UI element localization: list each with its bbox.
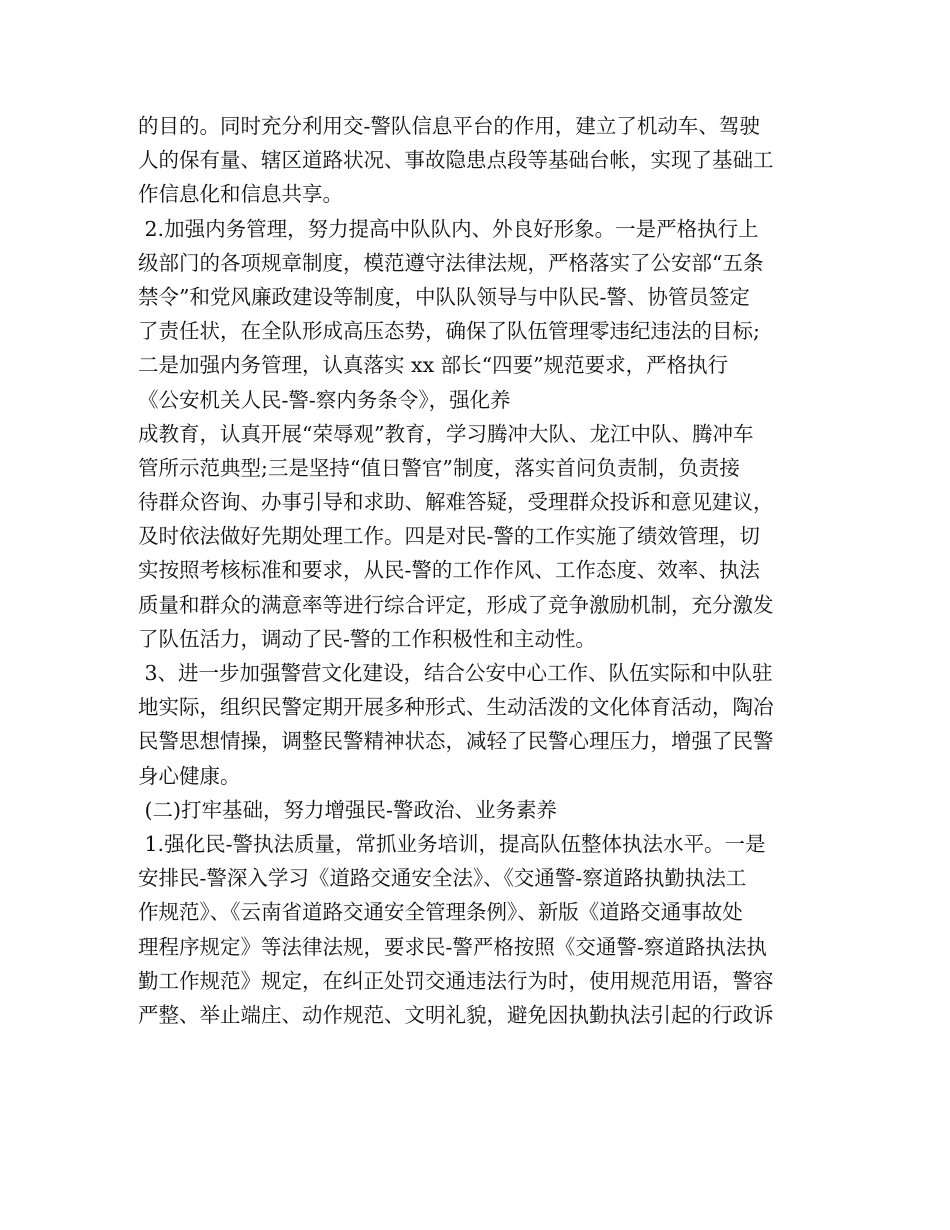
text-line: 2.加强内务管理，努力提高中队队内、外良好形象。一是严格执行上 [138, 216, 759, 241]
text-line: 作规范》、《云南省道路交通安全管理条例》、新版《道路交通事故处 [138, 900, 743, 925]
text-line: 实按照考核标准和要求，从民-警的工作作风、工作态度、效率、执法 [138, 558, 760, 583]
text-line: 安排民-警深入学习《道路交通安全法》、《交通警-察道路执勤执法工 [138, 866, 747, 891]
text-line: 1.强化民-警执法质量，常抓业务培训，提高队伍整体执法水平。一是 [138, 831, 766, 856]
text-line: 《公安机关人民-警-察内务条令》，强化养 [138, 387, 511, 412]
text-line: 作信息化和信息共享。 [138, 182, 343, 207]
text-line: 级部门的各项规章制度，模范遵守法律法规，严格落实了公安部“五条 [138, 250, 764, 275]
text-line: 人的保有量、辖区道路状况、事故隐患点段等基础台帐，实现了基础工 [138, 148, 774, 173]
text-line: 禁令”和党风廉政建设等制度，中队队领导与中队民-警、协管员签定 [138, 284, 750, 309]
text-line: 身心健康。 [138, 763, 241, 788]
document-body [138, 109, 818, 1032]
text-line: 民警思想情操，调整民警精神状态，减轻了民警心理压力，增强了民警 [138, 729, 774, 754]
text-line: 勤工作规范》规定，在纠正处罚交通违法行为时，使用规范用语，警容 [138, 968, 774, 993]
text-line: 3、进一步加强警营文化建设，结合公安中心工作、队伍实际和中队驻 [138, 661, 773, 685]
text-line: 的目的。同时充分利用交-警队信息平台的作用，建立了机动车、驾驶 [138, 114, 760, 138]
text-line: 严整、举止端庄、动作规范、文明礼貌，避免因执勤执法引起的行政诉 [138, 1002, 774, 1027]
text-line: 二是加强内务管理，认真落实 xx 部长“四要”规范要求，严格执行 [138, 353, 729, 378]
text-line: 理程序规定》等法律法规，要求民-警严格按照《交通警-察道路执法执 [138, 934, 767, 959]
text-line: 了责任状，在全队形成高压态势，确保了队伍管理零违纪违法的目标; [138, 319, 760, 344]
text-line: 地实际，组织民警定期开展多种形式、生动活泼的文化体育活动，陶冶 [138, 695, 774, 720]
text-line: 待群众咨询、办事引导和求助、解难答疑，受理群众投诉和意见建议， [138, 490, 774, 515]
text-line: 管所示范典型;三是坚持“值日警官”制度，落实首问负责制，负责接 [138, 455, 740, 480]
text-line: (二)打牢基础，努力增强民-警政治、业务素养 [138, 797, 557, 822]
text-line: 成教育，认真开展“荣辱观”教育，学习腾冲大队、龙江中队、腾冲车 [138, 421, 754, 446]
text-line: 质量和群众的满意率等进行综合评定，形成了竞争激励机制，充分激发 [138, 592, 774, 617]
text-line: 了队伍活力，调动了民-警的工作积极性和主动性。 [138, 626, 596, 651]
text-line: 及时依法做好先期处理工作。四是对民-警的工作实施了绩效管理，切 [138, 524, 760, 549]
